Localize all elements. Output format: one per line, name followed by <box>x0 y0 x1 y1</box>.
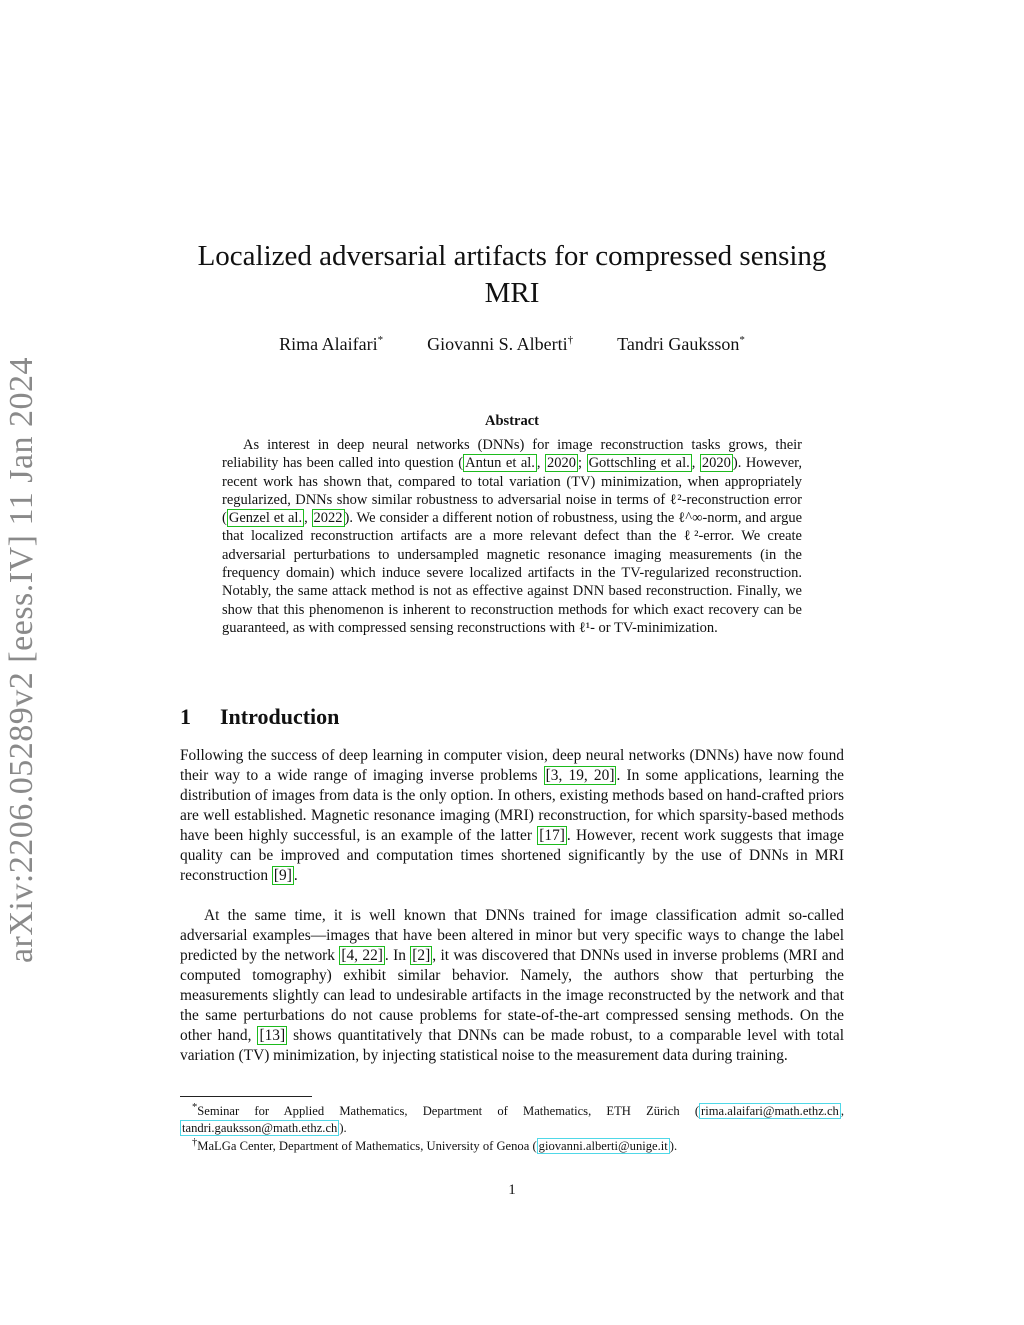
footnote-mark: * <box>192 1102 198 1113</box>
citation-link[interactable]: 2022 <box>313 510 343 527</box>
author <box>617 334 745 360</box>
footnote <box>180 1099 844 1137</box>
email-link[interactable]: tandri.gauksson@math.ethz.ch <box>182 1121 338 1136</box>
abstract-heading: Abstract <box>485 413 539 429</box>
citation-link[interactable]: 2020 <box>701 455 731 472</box>
citation-link[interactable]: [4, 22] <box>341 947 383 964</box>
citation-link[interactable]: [2] <box>412 947 431 964</box>
section-title: Introduction <box>220 704 340 729</box>
page-number: 1 <box>508 1182 516 1198</box>
abstract-text <box>222 436 802 637</box>
email-link[interactable]: rima.alaifari@math.ethz.ch <box>701 1104 839 1119</box>
citation-link[interactable]: Antun et al. <box>465 455 535 472</box>
author-name: Tandri Gauksson <box>617 334 740 354</box>
footnote <box>180 1134 844 1155</box>
author-list <box>180 334 844 360</box>
citation-link[interactable]: Gottschling et al. <box>588 455 690 472</box>
citation-link[interactable]: [3, 19, 20] <box>545 767 615 784</box>
paragraph-text-run: Following the success of deep learning in computer vision, deep neural networks (DNNs) have now found their way to a wide range of imaging inverse problems <box>180 747 844 784</box>
footnote-text-run: ). <box>339 1121 347 1136</box>
footnote-text-run: MaLGa Center, Department of Mathematics, University of Genoa ( <box>197 1139 537 1154</box>
body-paragraph <box>180 746 844 886</box>
paragraph-text-run: . However, recent work suggests that image quality can be improved and computation times shortened significantly by the use of DNNs in MRI reconstruction <box>180 827 845 884</box>
paragraph-text-run: . <box>293 867 298 884</box>
citation-link[interactable]: [17] <box>539 827 565 844</box>
section-heading <box>180 704 339 730</box>
author-affiliation-mark: * <box>739 334 745 346</box>
abstract-text-run: ). We consider a different notion of robustness, using the ℓ^∞-norm, and argue that localized reconstruction artifacts are a more relevant defect than the ℓ²-error. We create adversarial perturbations to undersampled magnetic resonance imaging measurements (in the frequency domain) which induce severe localized artifacts in the TV-regularized reconstruction. Notably, the same attack method is not as effective against DNN based reconstruction. Finally, we show that this phenomenon is inherent to reconstruction methods for which exact recovery can be guaranteed, as with compressed sensing reconstructions with ℓ¹- or TV-minimization. <box>222 510 802 636</box>
citation-link[interactable]: 2020 <box>547 455 577 472</box>
abstract-text-run: , <box>691 455 700 472</box>
citation-link[interactable]: [9] <box>273 867 292 884</box>
paragraph-text-run: At the same time, it is well known that DNNs trained for image classification admit so-called adversarial examples—images that have been altered in minor but very specific ways to change the label predicted by the network <box>180 907 844 964</box>
body-paragraph <box>180 906 844 1066</box>
abstract-text-run: ; <box>578 455 587 472</box>
title-line-2: MRI <box>484 277 540 309</box>
footnote-text-run: Seminar for Applied Mathematics, Department of Mathematics, ETH Zürich ( <box>197 1104 700 1119</box>
citation-link[interactable]: Genzel et al. <box>228 510 303 527</box>
section-number: 1 <box>180 704 191 729</box>
paragraph-text-run: . In some applications, learning the distribution of images from data is the only option. In others, existing methods based on hand-crafted priors are well established. Magnetic resonance imaging (MRI) reconstruction, for which sparsity-based methods have been highly successful, is an example of the latter <box>180 767 845 844</box>
footnote-mark: † <box>192 1137 198 1148</box>
author-name: Giovanni S. Alberti <box>427 334 568 354</box>
arxiv-identifier-text: arXiv:2206.05289v2 [eess.IV] 11 Jan 2024 <box>3 356 40 964</box>
paragraph-text-run: , it was discovered that DNNs used in inverse problems (MRI and computed tomography) exhibit similar behavior. Namely, the authors show that perturbing the measurements slightly can lead to undesirable artifacts in the image reconstructed by the network and that the same perturbations do not cause problems for state-of-the-art compressed sensing methods. On the other hand, <box>180 947 844 1044</box>
citation-link[interactable]: [13] <box>259 1027 286 1044</box>
footnote-text-run: , <box>840 1104 844 1119</box>
abstract-text-run: , <box>536 455 546 472</box>
abstract-text-run: As interest in deep neural networks (DNNs) for image reconstruction tasks grows, their reliability has been called into question ( <box>222 437 802 472</box>
author <box>427 334 573 360</box>
author <box>279 334 383 360</box>
author-affiliation-mark: * <box>377 334 384 346</box>
author-name: Rima Alaifari <box>279 334 378 354</box>
footnote-divider <box>180 1096 312 1097</box>
abstract-text-run: ). However, recent work has shown that, compared to total variation (TV) minimization, when appropriately regularized, DNNs show similar robustness to adversarial noise in terms of ℓ²-reconstruction error ( <box>222 455 803 527</box>
footnote-text-run: ). <box>669 1139 678 1154</box>
paragraph-text-run: shows quantitatively that DNNs can be made robust, to a comparable level with total variation (TV) minimization, by injecting statistical noise to the measurement data during training. <box>180 1027 844 1064</box>
paper-title <box>180 238 844 312</box>
paragraph-text-run: . In <box>384 947 411 964</box>
title-line-1: Localized adversarial artifacts for compressed sensing <box>197 240 827 272</box>
abstract-text-run: , <box>304 510 312 527</box>
email-link[interactable]: giovanni.alberti@unige.it <box>538 1139 668 1154</box>
author-affiliation-mark: † <box>567 334 574 346</box>
